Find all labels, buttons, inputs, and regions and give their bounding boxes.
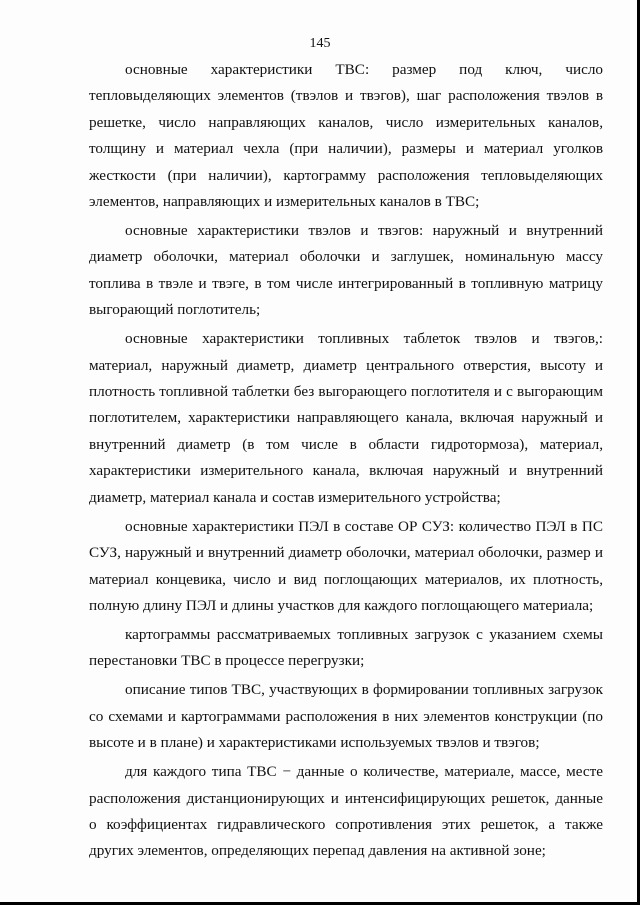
- paragraph-absorber-rod-characteristics: основные характеристики ПЭЛ в составе ОР СУЗ: количество ПЭЛ в ПС СУЗ, наружный и внутренний диаметр оболочки, материал оболочки, размер и материал концевика, число и вид поглощающих материалов, их плотность, полную длину ПЭЛ и длины участков для каждого поглощающего материала;: [89, 517, 603, 614]
- paragraph-spacer-grid-data: для каждого типа ТВС − данные о количестве, материале, массе, месте расположения дистанционирующих и интенсифицирующих решеток, данные о коэффициентах гидравлического сопротивления этих решеток, а также других элементов, определяющих перепад давления на активной зоне;: [89, 763, 603, 860]
- paragraph-tvs-types: описание типов ТВС, участвующих в формировании топливных загрузок со схемами и картограммами расположения в них элементов конструкции (по высоте и в плане) и характеристиками используемых твэлов и твэгов;: [89, 681, 603, 752]
- paragraph-fuel-rod-characteristics: основные характеристики твэлов и твэгов: наружный и внутренний диаметр оболочки, материал оболочки и заглушек, номинальную массу топлива в твэле и твэге, в том числе интегрированный в топливную матрицу выгорающий поглотитель;: [89, 222, 603, 319]
- document-body: [89, 57, 603, 867]
- paragraph-fuel-pellet-characteristics: основные характеристики топливных таблеток твэлов и твэгов,: материал, наружный диаметр, диаметр центрального отверстия, высоту и плотность топливной таблетки без выгорающего поглотителя и с выгорающим поглотителем, характеристики направляющего канала, включая наружный и внутренний диаметр (в том числе в области гидротормоза), материал, характеристики измерительного канала, включая наружный и внутренний диаметр, материал канала и состав измерительного устройства;: [89, 330, 603, 506]
- paragraph-loading-cartograms: картограммы рассматриваемых топливных загрузок с указанием схемы перестановки ТВС в процессе перегрузки;: [89, 625, 603, 670]
- paragraph-tvs-characteristics: основные характеристики ТВС: размер под ключ, число тепловыделяющих элементов (твэлов и твэгов), шаг расположения твэлов в решетке, число направляющих каналов, число измерительных каналов, толщину и материал чехла (при наличии), размеры и материал уголков жесткости (при наличии), картограмму расположения тепловыделяющих элементов, направляющих и измерительных каналов в ТВС;: [89, 61, 603, 211]
- page-number: 145: [309, 36, 331, 51]
